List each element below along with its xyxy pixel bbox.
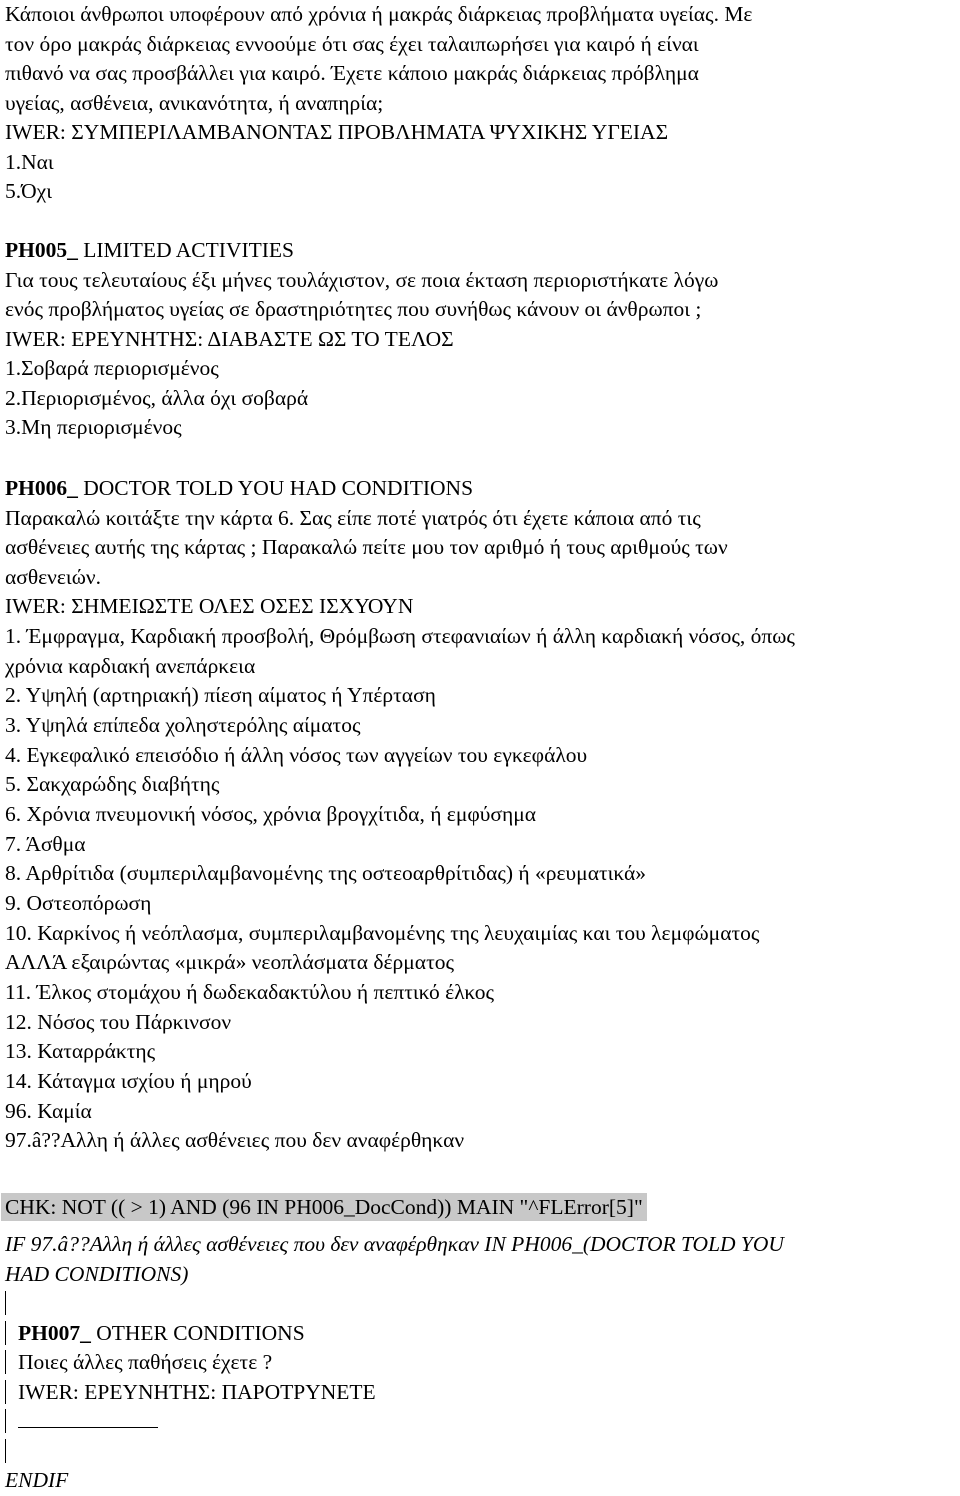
ph006-option: 96. Καμία xyxy=(5,1098,92,1123)
ph006-heading xyxy=(5,474,473,502)
vertical-bar-icon xyxy=(5,1439,6,1463)
ph006-option: 9. Οστεοπόρωση xyxy=(5,891,152,915)
ph005-title: LIMITED ACTIVITIES xyxy=(77,238,295,262)
ph006-title: DOCTOR TOLD YOU HAD CONDITIONS xyxy=(77,476,474,500)
ph007-iwer-note: IWER: ΕΡΕΥΝΗΤΗΣ: ΠΑΡΟΤΡΥΝΕΤΕ xyxy=(18,1379,376,1404)
ph007-question: Ποιες άλλες παθήσεις έχετε ? xyxy=(18,1350,273,1374)
ph006-iwer-note: IWER: ΣΗΜΕΙΩΣΤΕ ΟΛΕΣ ΟΣΕΣ ΙΣΧΥΟΥΝ xyxy=(5,594,414,618)
ph006-option: 11. Έλκος στομάχου ή δωδεκαδακτύλου ή πεπτικό έλκος xyxy=(5,980,495,1004)
ph005-code: PH005_ xyxy=(5,238,78,262)
ph006-option: 8. Αρθρίτιδα (συμπεριλαμβανομένης της οστεοαρθρίτιδας) ή «ρευματικά» xyxy=(5,861,647,885)
if-block-bar-row xyxy=(5,1437,18,1465)
if-condition-line-2: HAD CONDITIONS) xyxy=(5,1261,189,1286)
ph005-question-line-2: ενός προβλήματος υγείας σε δραστηριότητες που συνήθως κάνουν οι άνθρωποι ; xyxy=(5,297,702,321)
vertical-bar-icon xyxy=(5,1409,6,1433)
ph007-iwer-row xyxy=(5,1378,376,1406)
intro-line-4: υγείας, ασθένεια, ανικανότητα, ή αναπηρία; xyxy=(5,90,384,115)
intro-line-3: πιθανό να σας προσβάλλει για καιρό. Έχετε κάποιο μακράς διάρκειας πρόβλημα xyxy=(5,61,699,85)
ph006-code: PH006_ xyxy=(5,476,78,500)
ph006-option: 2. Υψηλή (αρτηριακή) πίεση αίματος ή Υπέρταση xyxy=(5,683,436,707)
ph006-option: 5. Σακχαρώδης διαβήτης xyxy=(5,772,220,796)
ph006-option: 14. Κάταγμα ισχίου ή μηρού xyxy=(5,1069,252,1093)
ph006-question-line-2: ασθένειες αυτής της κάρτας ; Παρακαλώ πείτε μου τον αριθμό ή τους αριθμούς των xyxy=(5,535,728,559)
ph006-question-line-3: ασθενειών. xyxy=(5,564,101,589)
intro-option-yes: 1.Ναι xyxy=(5,149,54,174)
intro-line-2: τον όρο μακράς διάρκειας εννοούμε ότι σας έχει ταλαιπωρήσει για καιρό ή είναι xyxy=(5,31,699,56)
ph007-answer-row xyxy=(5,1407,158,1435)
ph006-option: 10. Καρκίνος ή νεόπλασμα, συμπεριλαμβανομένης της λευχαιμίας και του λεμφώματος xyxy=(5,920,760,945)
ph007-answer-blank[interactable] xyxy=(18,1411,158,1428)
ph007-code: PH007_ xyxy=(18,1320,91,1345)
vertical-bar-icon xyxy=(5,1380,6,1404)
ph007-heading xyxy=(5,1319,305,1347)
ph005-question-line-1: Για τους τελευταίους έξι μήνες τουλάχιστον, σε ποια έκταση περιοριστήκατε λόγω xyxy=(5,267,719,292)
ph006-option: 7. Άσθμα xyxy=(5,831,86,856)
ph006-option: 3. Υψηλά επίπεδα χοληστερόλης αίματος xyxy=(5,713,361,737)
ph006-option: 1. Έμφραγμα, Καρδιακή προσβολή, Θρόμβωση στεφανιαίων ή άλλη καρδιακή νόσος, όπως xyxy=(5,624,795,648)
if-block-bar-row xyxy=(5,1289,18,1317)
vertical-bar-icon xyxy=(5,1350,6,1374)
ph006-option: 13. Καταρράκτης xyxy=(5,1039,156,1063)
intro-option-no: 5.Όχι xyxy=(5,179,52,203)
ph006-option: 6. Χρόνια πνευμονική νόσος, χρόνια βρογχίτιδα, ή εμφύσημα xyxy=(5,802,537,826)
intro-iwer-note: IWER: ΣΥΜΠΕΡΙΛΑΜΒΑΝΟΝΤΑΣ ΠΡΟΒΛΗΜΑΤΑ ΨΥΧΙΚΗΣ ΥΓΕΙΑΣ xyxy=(5,120,669,144)
ph005-option-2: 2.Περιορισμένος, άλλα όχι σοβαρά xyxy=(5,385,309,410)
check-statement: CHK: NOT (( > 1) AND (96 IN PH006_DocCond)) MAIN "^FLError[5]" xyxy=(1,1193,647,1221)
ph006-question-line-1: Παρακαλώ κοιτάξτε την κάρτα 6. Σας είπε ποτέ γιατρός ότι έχετε κάποια από τις xyxy=(5,505,701,530)
vertical-bar-icon xyxy=(5,1321,6,1345)
ph006-option: 12. Νόσος του Πάρκινσον xyxy=(5,1009,232,1034)
ph007-question-row xyxy=(5,1348,272,1376)
if-condition-line-1: IF 97.â??Αλλη ή άλλες ασθένειες που δεν αναφέρθηκαν IN PH006_(DOCTOR TOLD YOU xyxy=(5,1232,784,1256)
ph005-option-3: 3.Μη περιορισμένος xyxy=(5,415,182,439)
vertical-bar-icon xyxy=(5,1291,6,1315)
ph005-heading xyxy=(5,236,294,264)
ph007-title: OTHER CONDITIONS xyxy=(90,1320,305,1345)
ph006-option: 4. Εγκεφαλικό επεισόδιο ή άλλη νόσος των αγγείων του εγκεφάλου xyxy=(5,742,588,767)
ph006-option: ΑΛΛΆ εξαιρώντας «μικρά» νεοπλάσματα δέρματος xyxy=(5,950,454,974)
ph005-iwer-note: IWER: ΕΡΕΥΝΗΤΗΣ: ΔΙΑΒΑΣΤΕ ΩΣ ΤΟ ΤΕΛΟΣ xyxy=(5,326,454,351)
endif-statement: ENDIF xyxy=(5,1468,69,1492)
ph006-option: 97.â??Αλλη ή άλλες ασθένειες που δεν αναφέρθηκαν xyxy=(5,1128,465,1152)
ph005-option-1: 1.Σοβαρά περιορισμένος xyxy=(5,356,219,380)
intro-line-1: Κάποιοι άνθρωποι υποφέρουν από χρόνια ή μακράς διάρκειας προβλήματα υγείας. Με xyxy=(5,2,753,26)
ph006-option: χρόνια καρδιακή ανεπάρκεια xyxy=(5,653,256,678)
